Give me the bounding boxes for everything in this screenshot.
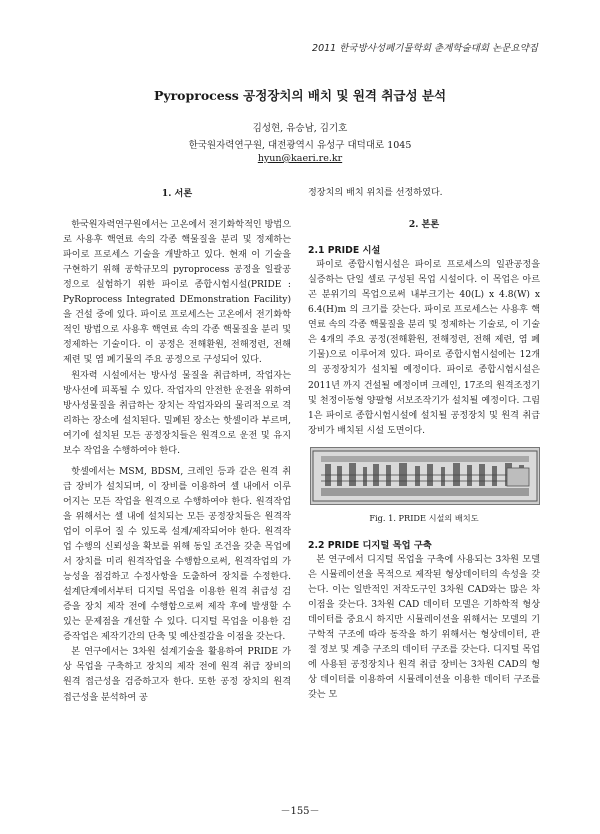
digital-mockup-paragraph: 본 연구에서 디지털 목업을 구축에 사용되는 3차원 모델은 시뮬레이션을 목적으로 제작된 형상데이터의 속성을 갖는다. 이는 일반적인 저작도구인 3차원 CAD와는 많은 차이점을 갖는다. 3차원 CAD 데이터 모델은 기하학적 형상데이터를 중요시 하지만 시뮬레이션을 위해서는 모델의 기구학적 구조에 따라 동작을 하기 위해서는 형상데이터, 관절 정보 및 계층 구조의 데이터 구조를 갖는다. 디지털 목업에 사용된 공정장치나 원격 취급 장비는 3차원 CAD의 형상 데이터를 이용하여 시뮬레이션을 이용한 데이터 구조를 갖는 모 [308,554,540,701]
right-column [308,186,540,703]
author-email: hyun@kaeri.re.kr [257,153,343,164]
section-heading-body: 2. 본론 [408,219,440,231]
subsection-heading-digital-mockup: 2.2 PRIDE 디지털 목업 구축 [308,539,432,551]
author-list: 김성현, 유승남, 김기호 [252,123,348,134]
figure-caption: Fig. 1. PRIDE 시설의 배치도 [369,512,479,523]
intro-paragraph-3: 핫셀에서는 MSM, BDSM, 크레인 등과 같은 원격 취급 장비가 설치되며, 이 장비를 이용하여 셀 내에서 이루어지는 모든 작업을 원격으로 수행하여야 한다. 원격작업을 위해서는 셀 내에 설치되는 모든 공정장치들은 원격작업이 이루어 질 수 있도록 설계/제작되어야 한다. 원격작업 수행의 신뢰성을 확보를 위해 동일 조건을 갖춘 목업에서 장치를 미리 원격작업을 수행함으로써, 원격작업의 가능성을 점검하고 수정사항을 도출하여 장치를 수정한다. 설계단계에서부터 디지털 목업을 이용한 원격 취급성 검증을 장치 제작 전에 수행함으로써 제작 후에 발생할 수 있는 문제점을 개선할 수 있다. 디지털 목업을 이용한 검증작업은 제작기간의 단축 및 예산절감을 이점을 갖는다. [63,466,291,643]
intro-paragraph-2: 원자력 시설에서는 방사성 물질을 취급하며, 작업자는 방사선에 피폭될 수 있다. 작업자의 안전한 운전을 위하여 방사성물질을 취급하는 장치는 작업자와의 물리적으로 격리하는 장소에 설치된다. 밀폐된 장소는 핫셀이라 부르며, 여기에 설치된 모든 공정장치들은 원격으로 운전 및 유지보수 작업을 수행하여야 한다. [63,370,291,456]
left-column [63,186,291,706]
intro-paragraph-4: 본 연구에서는 3차원 설계기술을 활용하여 PRIDE 가상 목업을 구축하고 장치의 제작 전에 원격 취급 장비의 원격 접근성을 검증하고자 한다. 또한 공정 장치의 원격 접근성을 분석하여 공 [63,647,291,703]
paper-title: Pyroprocess 공정장치의 배치 및 원격 취급성 분석 [153,88,447,103]
facility-layout-drawing [311,448,539,504]
pride-layout-figure [310,447,540,505]
journal-header: 2011 한국방사성폐기물학회 춘계학술대회 논문요약집 [312,43,538,54]
intro-continuation: 정장치의 배치 위치를 선정하였다. [308,188,443,198]
page-number: －155－ [280,806,320,817]
intro-paragraph-1: 한국원자력연구원에서는 고온에서 전기화학적인 방법으로 사용후 핵연료 속의 각종 핵물질을 분리 및 정제하는 파이로 프로세스 기술을 개발하고 있다. 현재 이 기술을 구현하기 위해 공학규모의 pyroprocess 공정을 일괄공정으로 실험하기 위한 파이로 종합시험시설(PRIDE : PyRoprocess Integrated DEmonstration Facility)을 건설 중에 있다. 파이로 프로세스는 고온에서 전기화학적인 방법으로 사용후 핵연료 속의 각종 핵물질을 분리 및 정제하는 기술이다. 이 공정은 전해환원, 전해정련, 전해제련 및 염 폐기물의 주요 공정으로 구성되어 있다. [63,220,291,366]
section-heading-introduction: 1. 서론 [161,188,193,199]
affiliation: 한국원자력연구원, 대전광역시 유성구 대덕대로 1045 [188,140,412,151]
pride-facility-paragraph: 파이로 종합시험시설은 파이로 프로세스의 일관공정을 실증하는 단일 셀로 구성된 목업 시설이다. 이 목업은 아르곤 분위기의 목업으로써 내부크기는 40(L) x 4.8(W) x 6.4(H)m 의 크기를 갖는다. 파이로 프로세스는 사용후 핵연료 속의 각종 핵물질을 분리 및 정제하는 기술로, 이 기술은 4개의 주요 공정(전해환원, 전해정련, 전해 제련, 염 폐기물)으로 이루어져 있다. 파이로 종합시험시설에는 12개의 공정장치가 설치될 예정이다. 파이로 종합시험시설은 2011년 까지 건설될 예정이며 크레인, 17조의 원격조정기 및 천정이동형 양팔형 서보조작기가 설치될 예정이다. 그림 1은 파이로 종합시험시설에 설치될 공정장치 및 원격 취급 장비가 배치된 시설 도면이다. [308,260,540,436]
subsection-heading-pride-facility: 2.1 PRIDE 시설 [308,245,381,257]
